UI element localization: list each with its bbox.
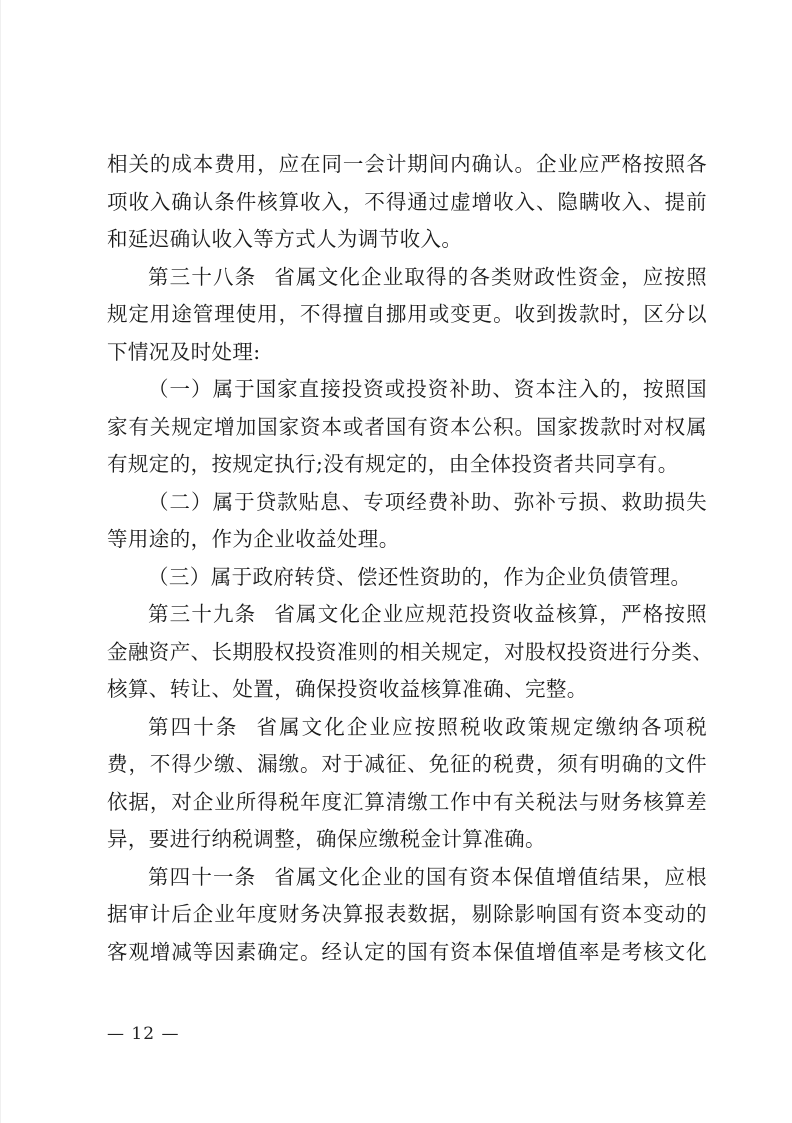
text-line: 客观增减等因素确定。经认定的国有资本保值增值率是考核文化 (107, 939, 707, 964)
page-number: — 12 — (107, 1024, 180, 1044)
text-line (107, 709, 707, 747)
text-line (107, 596, 707, 634)
paragraph (107, 146, 707, 259)
article-paragraph (107, 709, 707, 859)
text-line: 规定用途管理使用，不得擅自挪用或变更。收到拨款时，区分以 (107, 302, 707, 326)
text-line: 等用途的，作为企业收益处理。 (107, 527, 400, 551)
article-text: 省属文化企业的国有资本保值增值结果，应根 (274, 864, 708, 889)
list-item-paragraph (107, 371, 707, 484)
text-line: 下情况及时处理: (107, 339, 261, 364)
article-number: 第四十条 (148, 714, 239, 739)
article-text: 省属文化企业应规范投资收益核算，严格按照 (274, 602, 708, 626)
list-item-paragraph (107, 559, 707, 597)
text-line (107, 859, 707, 897)
text-line: 费，不得少缴、漏缴。对于减征、免征的税费，须有明确的文件 (107, 752, 707, 776)
text-line: （三）属于政府转贷、偿还性资助的，作为企业负债管理。 (148, 564, 692, 589)
article-text: 省属文化企业取得的各类财政性资金，应按照 (274, 264, 708, 289)
article-paragraph (107, 259, 707, 372)
article-number: 第三十八条 (148, 264, 257, 289)
document-body (107, 146, 714, 971)
text-line: 异，要进行纳税调整，确保应缴税金计算准确。 (107, 827, 546, 851)
list-item-paragraph (107, 484, 707, 559)
text-line: （一）属于国家直接投资或投资补助、资本注入的，按照国 (148, 377, 707, 401)
text-line: 依据，对企业所得税年度汇算清缴工作中有关税法与财务核算差 (107, 789, 707, 814)
text-line: 和延迟确认收入等方式人为调节收入。 (107, 227, 463, 251)
text-line: 核算、转让、处置，确保投资收益核算准确、完整。 (107, 677, 588, 701)
text-line: 有规定的，按规定执行;没有规定的，由全体投资者共同享有。 (107, 452, 679, 476)
article-paragraph (107, 859, 707, 972)
text-line: 项收入确认条件核算收入，不得通过虚增收入、隐瞒收入、提前 (107, 189, 707, 214)
text-line: 据审计后企业年度财务决算报表数据，剔除影响国有资本变动的 (107, 902, 707, 926)
article-paragraph (107, 596, 714, 709)
text-line (107, 259, 707, 297)
article-text: 省属文化企业应按照税收政策规定缴纳各项税 (256, 714, 707, 739)
article-number: 第四十一条 (148, 864, 257, 889)
text-line: 相关的成本费用，应在同一会计期间内确认。企业应严格按照各 (107, 152, 707, 176)
text-line: （二）属于贷款贴息、专项经费补助、弥补亏损、救助损失 (148, 489, 707, 514)
article-number: 第三十九条 (148, 602, 257, 626)
text-line: 家有关规定增加国家资本或者国有资本公积。国家拨款时对权属 (107, 414, 707, 439)
page-edge (0, 0, 1, 1123)
text-line: 金融资产、长期股权投资准则的相关规定，对股权投资进行分类、 (107, 639, 714, 664)
